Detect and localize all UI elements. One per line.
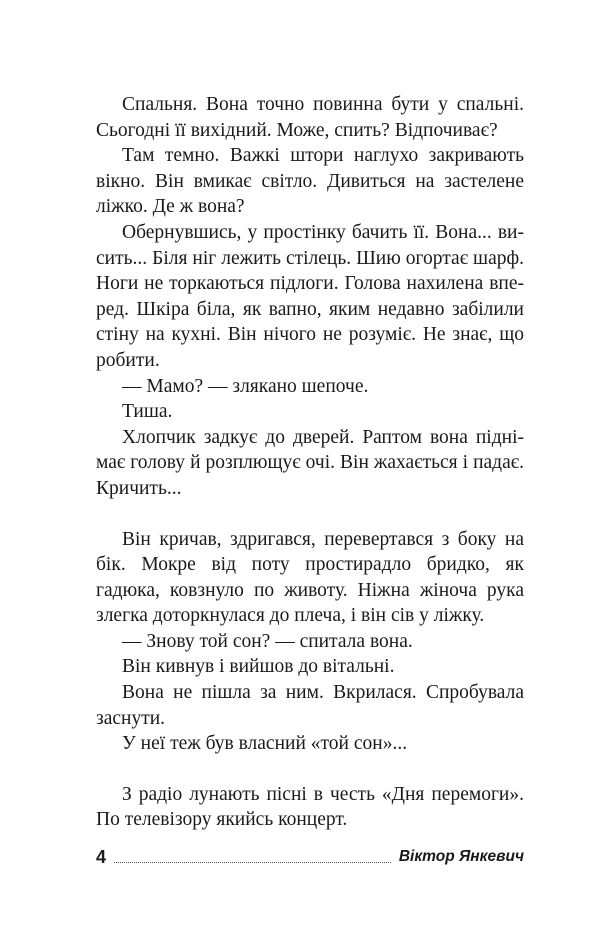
page-body (96, 92, 524, 833)
paragraph: — Мамо? — злякано шепоче. (122, 375, 369, 397)
paragraph: Він кивнув і вийшов до вітальні. (122, 656, 395, 678)
page-footer (96, 845, 524, 869)
paragraph: З радіо лунають пісні в честь «Дня перемоги». По телевізору якийсь концерт. (96, 783, 524, 831)
section-break (96, 502, 524, 527)
paragraph: Хлопчик задкує до дверей. Раптом вона піднімає голову й розплющує очі. Він жахається і падає. Кричить... (96, 426, 524, 499)
page-number: 4 (96, 846, 107, 867)
section-break (96, 757, 524, 782)
dotted-leader (114, 862, 391, 863)
paragraph: — Знову той сон? — спитала вона. (122, 630, 413, 652)
paragraph: Спальня. Вона точно повинна бути у спальні. Сьогодні її вихідний. Може, спить? Відпочиває? (96, 94, 524, 141)
paragraph: Там темно. Важкі штори наглухо закривають вікно. Він вмикає світло. Дивиться на застелене ліжко. Де ж вона? (96, 145, 524, 218)
paragraph: Тиша. (122, 401, 173, 423)
paragraph: У неї теж був власний «той сон»... (122, 733, 408, 755)
paragraph: Вона не пішла за ним. Вкрилася. Спробувала заснути. (96, 682, 524, 729)
paragraph: Обернувшись, у простінку бачить її. Вона... висить... Біля ніг лежить стілець. Шию огортає шарф. Ноги не торкаються підлоги. Голова нахилена вперед. Шкіра біла, як вапно, яким недавно забілили стіну на кухні. Він нічого не розуміє. Не знає, що робити. (96, 221, 524, 371)
running-author: Віктор Янкевич (398, 848, 524, 865)
paragraph: Він кричав, здригався, перевертався з боку на бік. Мокре від поту простирадло бридко, як гадюка, ковзнуло по животу. Ніжна жіноча рука злегка доторкнулася до плеча, і він сів у ліжку. (96, 528, 524, 627)
